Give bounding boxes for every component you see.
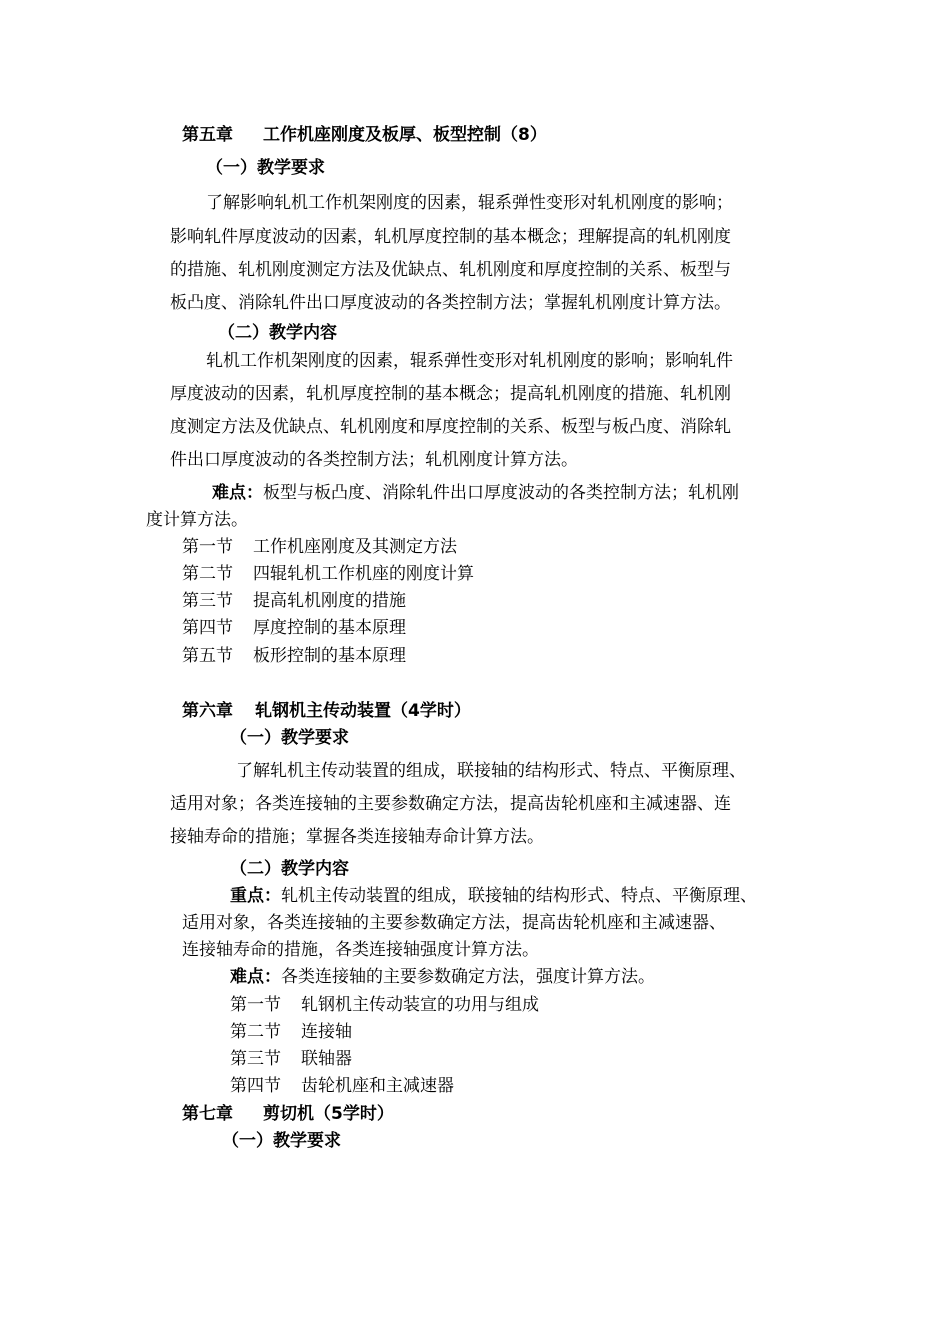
- chapter5-requirements-line: 的措施、轧机刚度测定方法及优缺点、轧机刚度和厚度控制的关系、板型与: [170, 260, 731, 280]
- chapter5-section-item: [182, 536, 457, 558]
- difficulty-label: 难点：: [230, 967, 281, 987]
- chapter7-heading: [182, 1103, 394, 1125]
- section-title: 齿轮机座和主减速器: [301, 1076, 454, 1096]
- chapter5-requirements-heading: （一）教学要求: [206, 158, 325, 178]
- chapter5-requirements-line: 影响轧件厚度波动的因素，轧机厚度控制的基本概念；理解提高的轧机刚度: [170, 227, 731, 247]
- section-title: 厚度控制的基本原理: [253, 618, 406, 638]
- chapter5-requirements-line: 了解影响轧机工作机架刚度的因素，辊系弹性变形对轧机刚度的影响；: [206, 193, 733, 213]
- chapter6-difficulty: [230, 966, 655, 988]
- chapter6-section-item: [230, 1075, 454, 1097]
- section-title: 板形控制的基本原理: [253, 646, 406, 666]
- chapter6-key-points-cont: 连接轴寿命的措施，各类连接轴强度计算方法。: [182, 940, 539, 960]
- chapter5-difficulty-cont: 度计算方法。: [146, 510, 248, 530]
- section-title: 工作机座刚度及其测定方法: [253, 537, 457, 557]
- chapter6-content-heading: （二）教学内容: [230, 859, 349, 879]
- section-number: 第一节: [230, 995, 281, 1015]
- chapter5-content-line: 轧机工作机架刚度的因素，辊系弹性变形对轧机刚度的影响；影响轧件: [206, 351, 733, 371]
- chapter5-section-item: [182, 617, 406, 639]
- difficulty-text: 各类连接轴的主要参数确定方法，强度计算方法。: [281, 967, 655, 987]
- key-text: 轧机主传动装置的组成，联接轴的结构形式、特点、平衡原理、: [281, 886, 757, 906]
- difficulty-label: 难点：: [212, 483, 263, 503]
- chapter6-number: 第六章: [182, 701, 233, 721]
- chapter5-number: 第五章: [182, 125, 233, 145]
- chapter5-content-line: 度测定方法及优缺点、轧机刚度和厚度控制的关系、板型与板凸度、消除轧: [170, 417, 731, 437]
- difficulty-text: 板型与板凸度、消除轧件出口厚度波动的各类控制方法；轧机刚: [263, 483, 739, 503]
- chapter5-difficulty: [212, 482, 739, 504]
- chapter6-requirements-line: 了解轧机主传动装置的组成，联接轴的结构形式、特点、平衡原理、: [236, 761, 746, 781]
- chapter6-section-item: [230, 1048, 352, 1070]
- chapter6-section-item: [230, 1021, 352, 1043]
- section-number: 第四节: [230, 1076, 281, 1096]
- section-title: 四辊轧机工作机座的刚度计算: [253, 564, 474, 584]
- chapter7-requirements-heading: （一）教学要求: [222, 1131, 341, 1151]
- chapter5-section-item: [182, 590, 406, 612]
- section-title: 联轴器: [301, 1049, 352, 1069]
- section-title: 轧钢机主传动装宣的功用与组成: [301, 995, 539, 1015]
- chapter5-content-heading: （二）教学内容: [218, 323, 337, 343]
- chapter6-heading: [182, 700, 471, 722]
- section-number: 第二节: [230, 1022, 281, 1042]
- chapter5-section-item: [182, 563, 474, 585]
- chapter5-content-line: 厚度波动的因素，轧机厚度控制的基本概念；提高轧机刚度的措施、轧机刚: [170, 384, 731, 404]
- chapter6-requirements-line: 适用对象；各类连接轴的主要参数确定方法，提高齿轮机座和主减速器、连: [170, 794, 731, 814]
- section-number: 第二节: [182, 564, 233, 584]
- key-label: 重点：: [230, 886, 281, 906]
- chapter5-section-item: [182, 645, 406, 667]
- chapter7-title: 剪切机（5学时）: [263, 1104, 394, 1124]
- chapter5-requirements-line: 板凸度、消除轧件出口厚度波动的各类控制方法；掌握轧机刚度计算方法。: [170, 293, 731, 313]
- chapter7-number: 第七章: [182, 1104, 233, 1124]
- section-title: 连接轴: [301, 1022, 352, 1042]
- section-number: 第四节: [182, 618, 233, 638]
- section-title: 提高轧机刚度的措施: [253, 591, 406, 611]
- chapter5-title: 工作机座刚度及板厚、板型控制（8）: [263, 125, 547, 145]
- section-number: 第五节: [182, 646, 233, 666]
- chapter6-key-points-cont: 适用对象，各类连接轴的主要参数确定方法，提高齿轮机座和主减速器、: [182, 913, 726, 933]
- section-number: 第三节: [182, 591, 233, 611]
- chapter6-key-points: [230, 885, 757, 907]
- section-number: 第三节: [230, 1049, 281, 1069]
- chapter6-requirements-line: 接轴寿命的措施；掌握各类连接轴寿命计算方法。: [170, 827, 544, 847]
- chapter6-section-item: [230, 994, 539, 1016]
- chapter6-title: 轧钢机主传动装置（4学时）: [255, 701, 471, 721]
- section-number: 第一节: [182, 537, 233, 557]
- chapter5-content-line: 件出口厚度波动的各类控制方法；轧机刚度计算方法。: [170, 450, 578, 470]
- chapter5-heading: [182, 124, 547, 146]
- chapter6-requirements-heading: （一）教学要求: [230, 728, 349, 748]
